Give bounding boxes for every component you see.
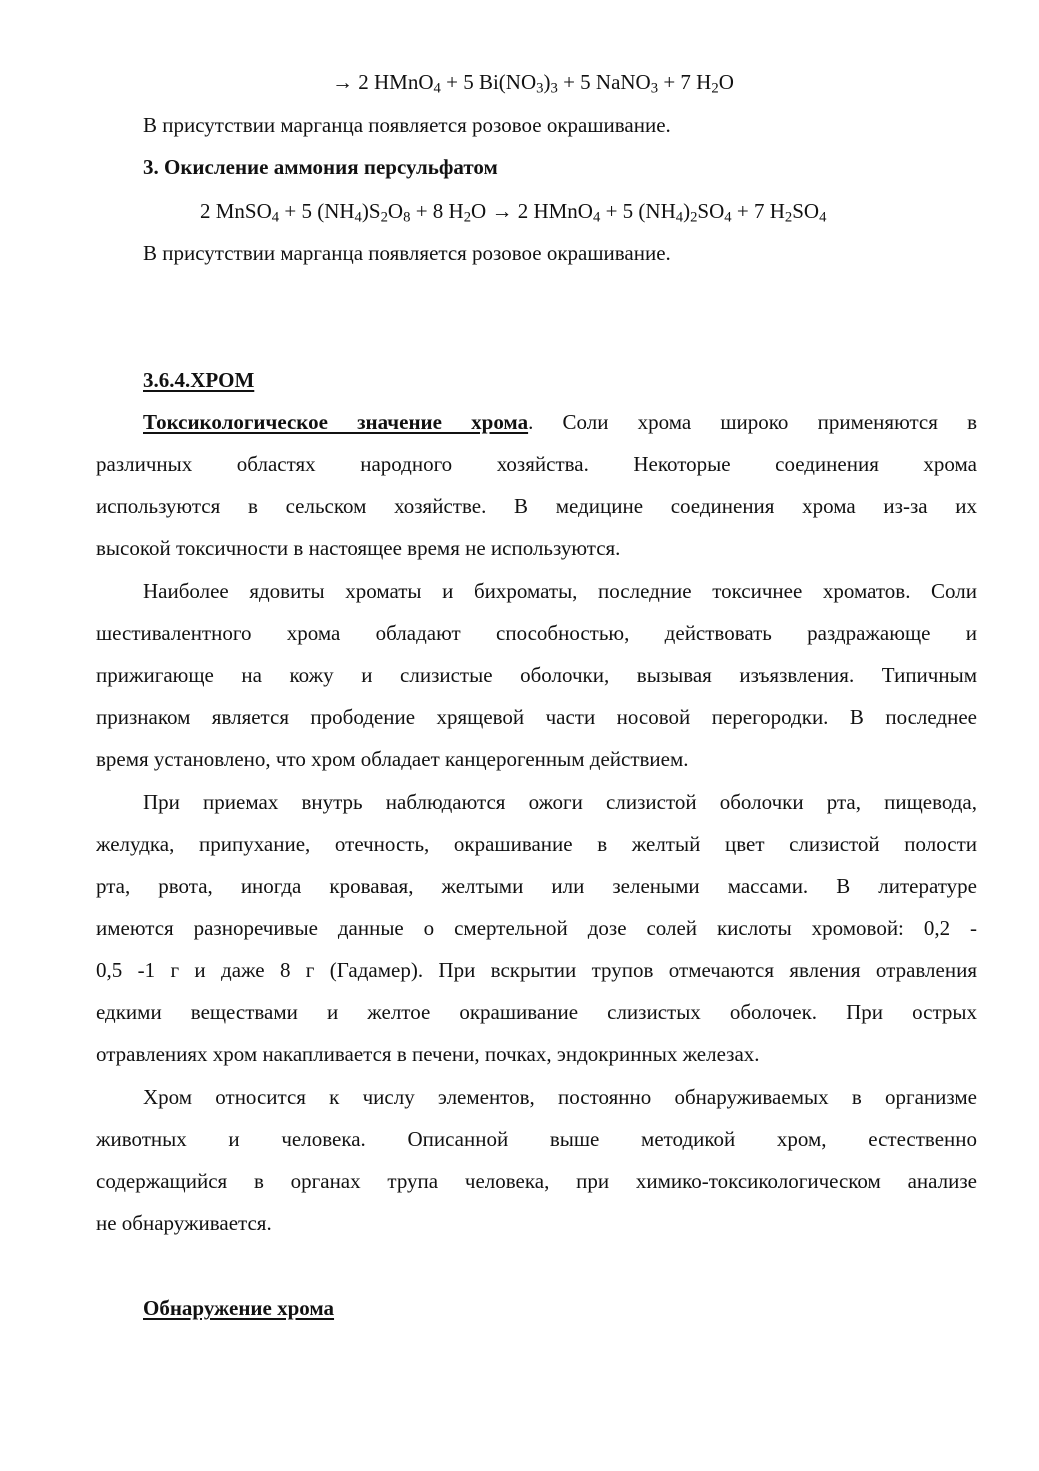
pink-color-note: В присутствии марганца появляется розовое окрашивание. [143,113,671,137]
paragraph-line: рта, рвота, иногда кровавая, желтыми или зелеными массами. В литературе [96,874,977,898]
paragraph-line: не обнаруживается. [96,1211,272,1235]
paragraph-line: имеются разноречивые данные о смертельной дозе солей кислоты хромовой: 0,2 - [96,916,977,940]
paragraph-line: различных областях народного хозяйства. Некоторые соединения хрома [96,452,977,476]
paragraph-line: признаком является прободение хрящевой части носовой перегородки. В последнее [96,705,977,729]
paragraph-line: шестивалентного хрома обладают способностью, действовать раздражающе и [96,621,977,645]
section-heading: 3.6.4.ХРОМ [143,368,255,392]
paragraph-line: Наиболее ядовиты хроматы и бихроматы, последние токсичнее хроматов. Соли [143,579,977,603]
paragraph-line: содержащийся в органах трупа человека, при химико-токсикологическом анализе [96,1169,977,1193]
paragraph-line: время установлено, что хром обладает канцерогенным действием. [96,747,689,771]
paragraph-line: Токсикологическое значение хрома. Соли хрома широко применяются в [143,410,977,434]
paragraph-line: 0,5 -1 г и даже 8 г (Гадамер). При вскрытии трупов отмечаются явления отравления [96,958,977,982]
paragraph-line: отравлениях хром накапливается в печени, почках, эндокринных железах. [96,1042,760,1066]
paragraph-line: высокой токсичности в настоящее время не используются. [96,536,621,560]
paragraph-line: прижигающе на кожу и слизистые оболочки, вызывая изъязвления. Типичным [96,663,977,687]
reaction-bismuthate-tail: → 2 HMnO$_4$ + 5 $Bi(NO_3)_3 + 5$ NaNO$_3$ + 7 $H_2O$ [332,70,734,97]
paragraph-line: Хром относится к числу элементов, постоянно обнаруживаемых в организме [143,1085,977,1109]
paragraph-line: едкими веществами и желтое окрашивание слизистых оболочек. При острых [96,1000,977,1024]
paragraph-line: используются в сельском хозяйстве. В медицине соединения хрома из-за их [96,494,977,518]
tox-heading: Токсикологическое значение хрома [143,410,529,434]
paragraph-line: При приемах внутрь наблюдаются ожоги слизистой оболочки рта, пищевода, [143,790,977,814]
pink-color-note: В присутствии марганца появляется розовое окрашивание. [143,241,671,265]
detection-heading: Обнаружение хрома [143,1296,335,1320]
paragraph-line: желудка, припухание, отечность, окрашивание в желтый цвет слизистой полости [96,832,977,856]
reaction-persulfate: 2 MnSO$_4$ + 5 $(NH_4)S_2O_8 + 8$ $H_2O \to 2$ HMnO$_4$ + 5 $(NH_4)_2SO_4 + 7$ $H_2SO_4$ [200,199,827,226]
paragraph-line: животных и человека. Описанной выше методикой хром, естественно [96,1127,977,1151]
oxidation-heading: 3. Окисление аммония персульфатом [143,155,498,179]
